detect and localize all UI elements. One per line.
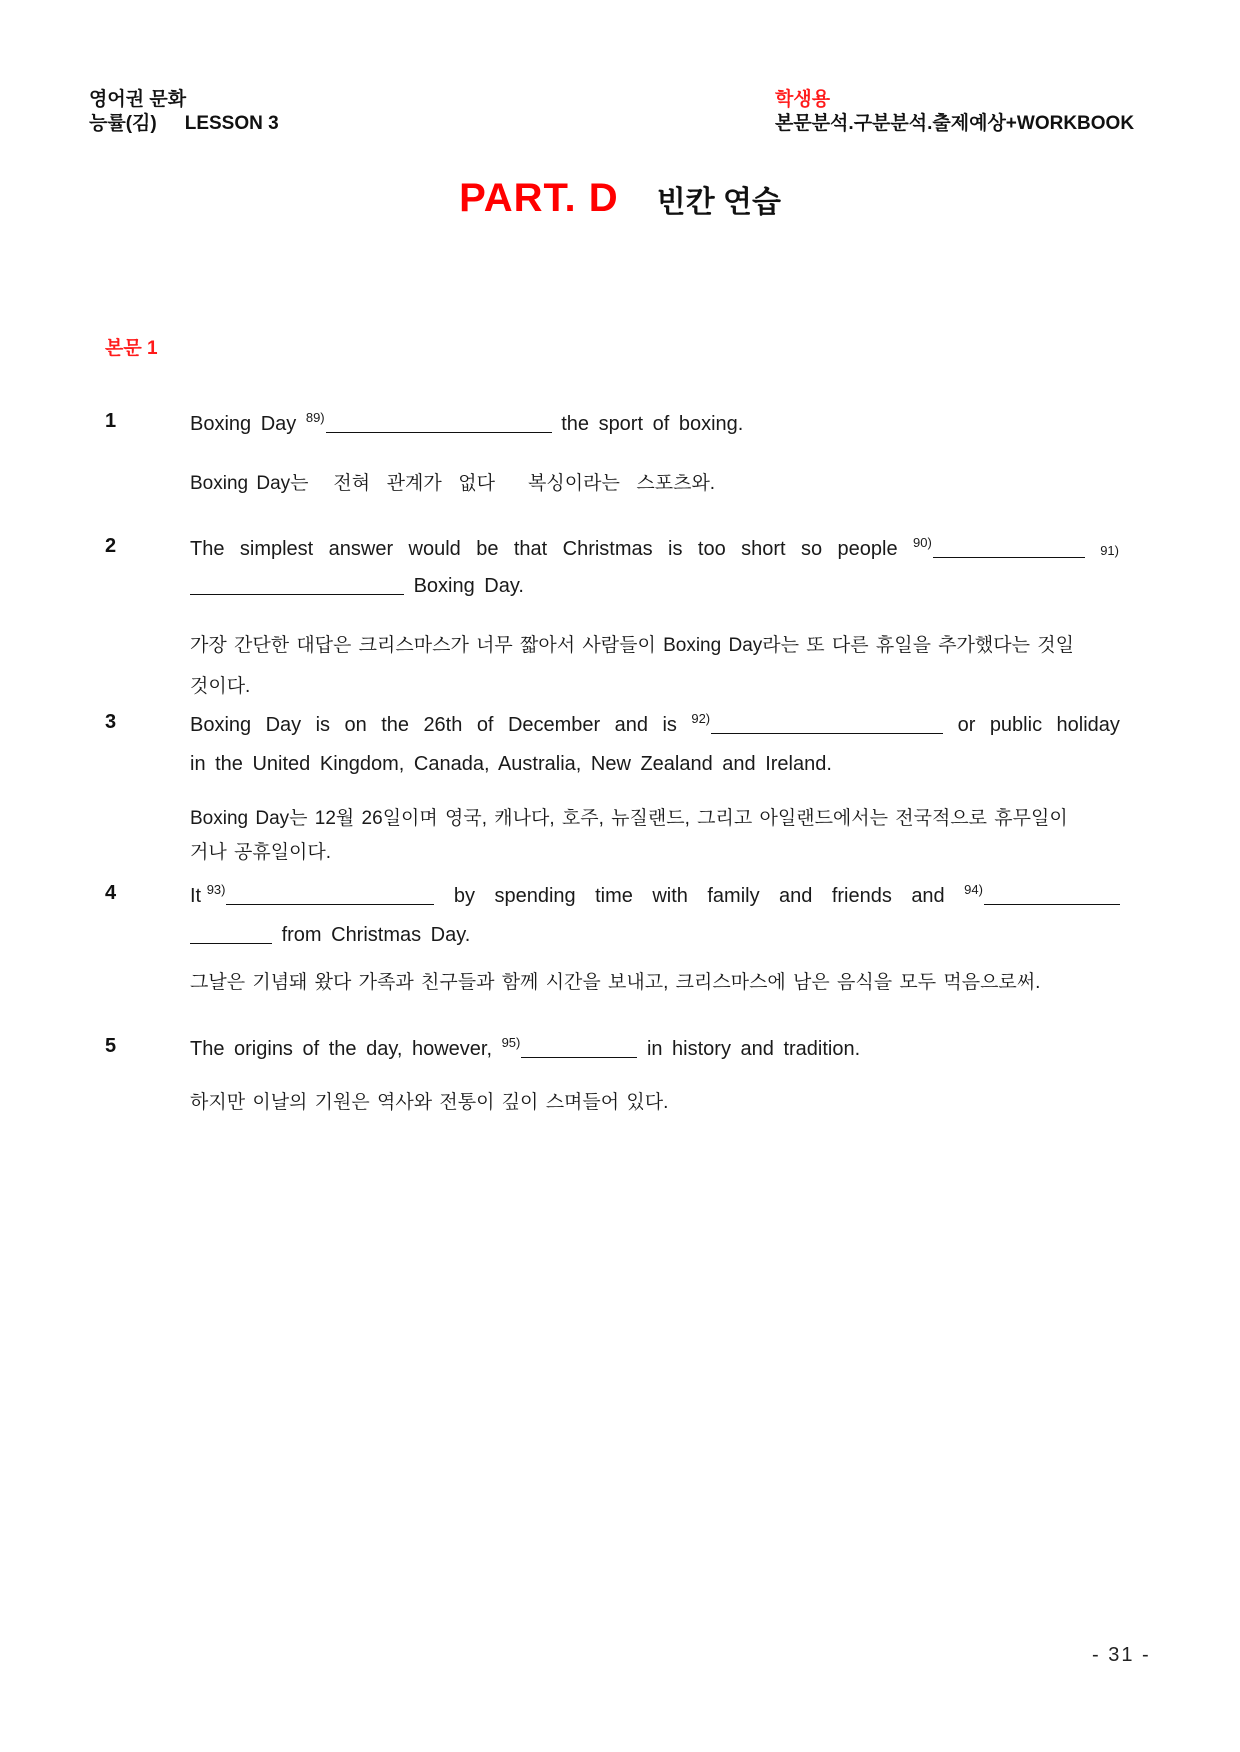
answer-blank[interactable] [326, 414, 552, 433]
item-4-korean: 그날은 기념돼 왔다 가족과 친구들과 함께 시간을 보내고, 크리스마스에 남은 음식을 모두 먹음으로써. [190, 972, 1041, 993]
answer-blank[interactable] [711, 715, 943, 734]
question-marker: 91) [1100, 543, 1119, 558]
item-1-korean: Boxing Day는 전혀 관계가 없다 복싱이라는 스포츠와. [190, 473, 716, 494]
item-3-english-line2: in the United Kingdom, Canada, Australia, New Zealand and Ireland. [190, 753, 832, 775]
answer-blank[interactable] [190, 576, 404, 595]
item-3-english-line1: Boxing Day is on the 26th of December and is $^{92)}$ or public holiday [190, 711, 1120, 736]
answer-blank[interactable] [226, 886, 434, 905]
lesson-label: LESSON 3 [184, 113, 279, 134]
question-marker: 93) [206, 882, 226, 897]
item-number: 2 [105, 535, 117, 557]
question-marker: 95) [501, 1035, 521, 1050]
page-title [0, 176, 1240, 221]
item-number: 3 [105, 711, 117, 733]
audience-label: 학생용 [775, 89, 831, 110]
item-number: 5 [105, 1035, 117, 1057]
answer-blank[interactable] [933, 539, 1085, 558]
part-subtitle: 빈칸 연습 [656, 185, 781, 219]
item-2-korean-line1: 가장 간단한 대답은 크리스마스가 너무 짧아서 사람들이 Boxing Day라는 또 다른 휴일을 추가했다는 것일 [190, 635, 1074, 656]
question-marker: 94) [964, 882, 983, 897]
item-1-english: Boxing Day $^{89)}$ the sport of boxing. [190, 410, 744, 435]
item-3-korean-line2: 거나 공휴일이다. [190, 842, 332, 863]
item-2-english-line2: Boxing Day. [190, 575, 1120, 598]
question-marker: 89) [305, 410, 325, 425]
item-4-english-line2: from Christmas Day. [190, 924, 1120, 947]
answer-blank[interactable] [190, 925, 272, 944]
header-right [775, 88, 1134, 136]
question-marker: 92) [691, 711, 711, 726]
answer-blank[interactable] [984, 886, 1120, 905]
header-left [89, 88, 279, 136]
item-number: 4 [105, 882, 117, 904]
item-4-english-line1: It $^{93)}$ by spending time with family and friends and $^{94)}$ [190, 882, 1120, 908]
section-label: 본문 1 [105, 338, 158, 359]
item-5-english: The origins of the day, however, $^{95)}$ in history and tradition. [190, 1035, 861, 1060]
page-number: - 31 - [1092, 1644, 1151, 1666]
question-marker: 90) [913, 535, 932, 550]
item-2-english-line1: The simplest answer would be that Christmas is too short so people $^{90)}$ 91) [190, 535, 1119, 560]
item-2-korean-line2: 것이다. [190, 676, 251, 697]
textbook-label: 능률(김) [89, 113, 157, 134]
item-number: 1 [105, 410, 117, 432]
item-3-korean-line1: Boxing Day는 12월 26일이며 영국, 캐나다, 호주, 뉴질랜드, 그리고 아일랜드에서는 전국적으로 휴무일이 [190, 808, 1068, 829]
part-label: PART. D [459, 176, 619, 220]
series-label: 본문분석.구분분석.출제예상+WORKBOOK [775, 113, 1135, 134]
subject-label: 영어권 문화 [89, 89, 187, 110]
answer-blank[interactable] [521, 1039, 637, 1058]
textbook-lesson-line [89, 112, 279, 136]
item-5-korean: 하지만 이날의 기원은 역사와 전통이 깊이 스며들어 있다. [190, 1092, 669, 1113]
